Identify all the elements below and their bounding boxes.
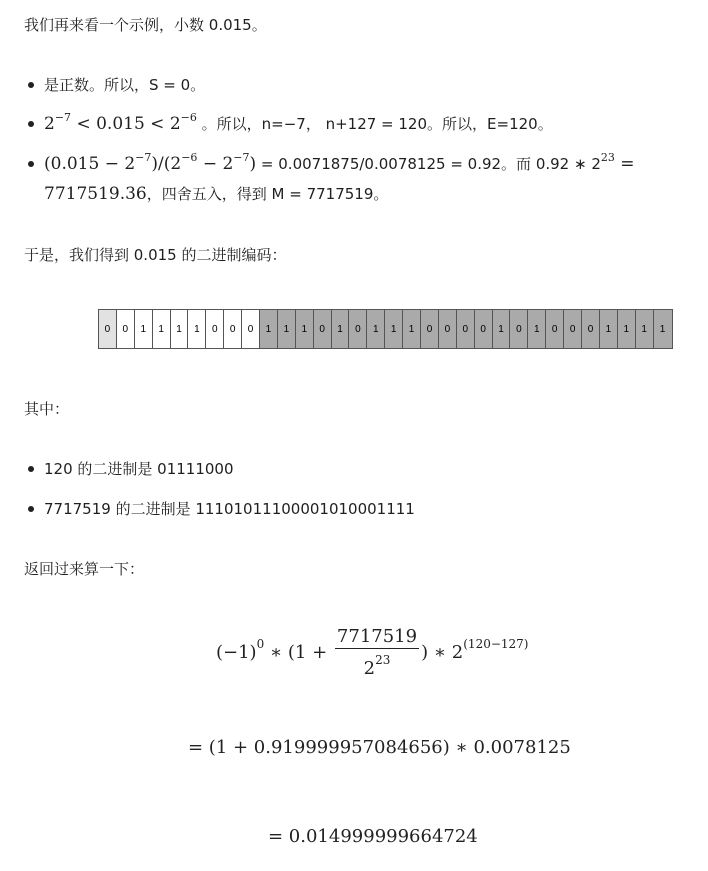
fraction-bit: 0 bbox=[582, 310, 600, 348]
fraction-bit: 1 bbox=[403, 310, 421, 348]
fraction-bit: 1 bbox=[528, 310, 546, 348]
exponent-bit: 1 bbox=[135, 310, 153, 348]
fraction-bit: 0 bbox=[421, 310, 439, 348]
fraction-bit: 1 bbox=[636, 310, 654, 348]
fraction-bit: 0 bbox=[475, 310, 493, 348]
list-item-text: 是正数。所以，S = 0。 bbox=[44, 76, 206, 94]
fraction-bit: 1 bbox=[332, 310, 350, 348]
formula-line-1: $(-1)^0$ ∗ (1 + $\frac{7717519}{2^{23}}$ ) ∗ $2^{(120-127)}$ bbox=[216, 626, 529, 679]
fraction-bit: 1 bbox=[278, 310, 296, 348]
where-label: 其中： bbox=[24, 400, 70, 418]
bullet-dot bbox=[28, 506, 34, 512]
bullet-dot bbox=[28, 161, 34, 167]
bullet-dot bbox=[28, 466, 34, 472]
binary-bit-diagram bbox=[98, 309, 673, 349]
formula-line-2: = (1 + 0.919999957084656) ∗ 0.0078125 bbox=[188, 737, 571, 758]
list-item-text: 7717519 的二进制是 11101011100001010001111 bbox=[44, 500, 415, 518]
exponent-bit: 0 bbox=[117, 310, 135, 348]
fraction-bit: 0 bbox=[510, 310, 528, 348]
exponent-bit: 0 bbox=[224, 310, 242, 348]
fraction-bit: 0 bbox=[457, 310, 475, 348]
back-calc-label: 返回过来算一下： bbox=[24, 560, 145, 578]
fraction-bit: 1 bbox=[493, 310, 511, 348]
list-item-text: 120 的二进制是 01111000 bbox=[44, 460, 234, 478]
fraction-bit: 1 bbox=[296, 310, 314, 348]
fraction-bit: 1 bbox=[654, 310, 672, 348]
exponent-bit: 0 bbox=[206, 310, 224, 348]
fraction-bit: 0 bbox=[439, 310, 457, 348]
fraction-bit: 1 bbox=[260, 310, 278, 348]
exponent-bit: 1 bbox=[171, 310, 189, 348]
exponent-bit: 1 bbox=[188, 310, 206, 348]
sign-bit: 0 bbox=[99, 310, 117, 348]
exponent-bit: 1 bbox=[153, 310, 171, 348]
encode-intro: 于是，我们得到 0.015 的二进制编码： bbox=[24, 246, 287, 264]
fraction: $\frac{7717519}{2^{23}}$ bbox=[336, 626, 418, 679]
fraction-bit: 1 bbox=[385, 310, 403, 348]
list-item-text: $(0.015 - 2^{-7})/(2^{-6} - 2^{-7}) = 0.0071875/0.0078125 = 0.92$。而 0.92 ∗ $2^{23}$ = bbox=[44, 151, 635, 174]
fraction-bit: 1 bbox=[618, 310, 636, 348]
fraction-bit: 1 bbox=[600, 310, 618, 348]
formula-line-3: = 0.014999999664724 bbox=[268, 826, 478, 847]
bullet-dot bbox=[28, 82, 34, 88]
intro-paragraph: 我们再来看一个示例，小数 0.015。 bbox=[24, 16, 267, 34]
fraction-bit: 0 bbox=[564, 310, 582, 348]
fraction-bit: 0 bbox=[349, 310, 367, 348]
fraction-bit: 1 bbox=[367, 310, 385, 348]
fraction-bit: 0 bbox=[314, 310, 332, 348]
bullet-dot bbox=[28, 121, 34, 127]
exponent-bit: 0 bbox=[242, 310, 260, 348]
list-item-text: $2^{-7} < 0.015 < 2^{-6}$ 。所以，n=−7， n+127 = 120。所以，E=120。 bbox=[44, 111, 553, 134]
fraction-bit: 0 bbox=[546, 310, 564, 348]
